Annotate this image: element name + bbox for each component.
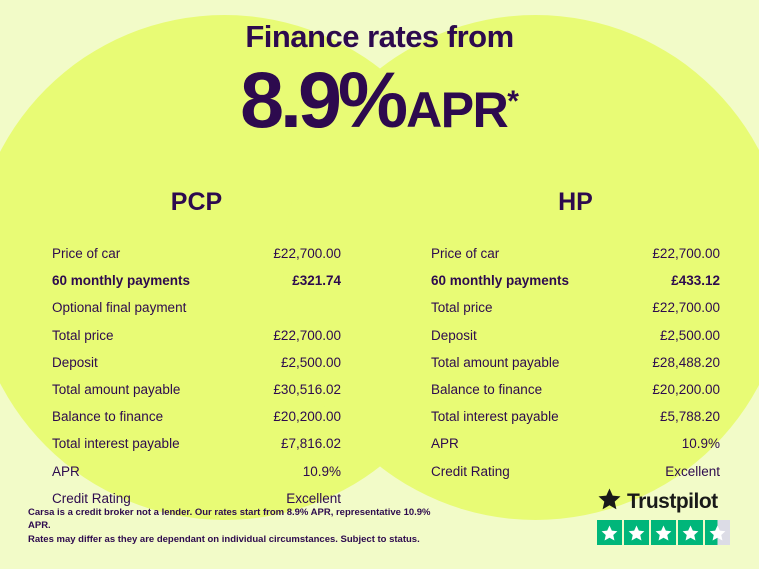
table-row <box>52 267 341 294</box>
table-row <box>52 240 341 267</box>
row-label: 60 monthly payments <box>431 273 570 289</box>
row-value: £28,488.20 <box>652 354 720 370</box>
table-row <box>52 349 341 376</box>
table-row <box>431 430 720 457</box>
table-row <box>431 458 720 485</box>
row-value: £30,516.02 <box>273 382 341 398</box>
row-label: Total interest payable <box>431 409 559 425</box>
row-label: Credit Rating <box>431 463 510 479</box>
table-row <box>52 376 341 403</box>
page-title: Finance rates from <box>245 19 514 54</box>
table-row <box>431 240 720 267</box>
apr-label: APR <box>406 82 508 139</box>
row-value: Excellent <box>665 463 720 479</box>
row-value: 10.9% <box>681 436 720 452</box>
row-label: APR <box>52 463 80 479</box>
row-label: Deposit <box>52 354 98 370</box>
star-icon <box>624 520 649 545</box>
row-value: 10.9% <box>302 463 341 479</box>
apr-headline <box>0 55 759 145</box>
row-label: Deposit <box>431 327 477 343</box>
row-value: £22,700.00 <box>652 246 720 262</box>
row-value: £321.74 <box>292 273 341 289</box>
row-label: Total interest payable <box>52 436 180 452</box>
table-row <box>431 267 720 294</box>
pcp-column <box>0 188 379 512</box>
table-row <box>52 294 341 321</box>
star-icon <box>651 520 676 545</box>
star-icon <box>597 520 622 545</box>
row-label: 60 monthly payments <box>52 273 191 289</box>
star-icon <box>597 487 622 516</box>
row-label: Balance to finance <box>431 382 543 398</box>
pcp-rows <box>52 240 341 512</box>
half-star-icon <box>705 520 730 545</box>
trustpilot-name: Trustpilot <box>627 489 718 513</box>
row-label: Price of car <box>431 246 500 262</box>
table-row <box>52 430 341 457</box>
table-row <box>431 349 720 376</box>
row-label: APR <box>431 436 459 452</box>
trustpilot-rating[interactable] <box>597 487 733 545</box>
row-value: £22,700.00 <box>273 327 341 343</box>
table-row <box>431 294 720 321</box>
pcp-title: PCP <box>170 188 223 216</box>
row-label: Credit Rating <box>52 490 131 506</box>
hp-rows <box>431 240 720 485</box>
row-value: £433.12 <box>671 273 720 289</box>
row-value: Excellent <box>286 490 341 506</box>
trustpilot-wordmark <box>597 487 733 516</box>
row-label: Total price <box>52 327 114 343</box>
table-row <box>431 322 720 349</box>
row-label: Balance to finance <box>52 409 164 425</box>
apr-asterisk: * <box>507 85 519 119</box>
table-row <box>431 376 720 403</box>
star-icon <box>678 520 703 545</box>
disclaimer <box>28 506 448 547</box>
trustpilot-stars <box>597 520 733 545</box>
hp-title: HP <box>558 188 593 216</box>
disclaimer-line-1: Carsa is a credit broker not a lender. Our rates start from 8.9% APR, representative 10.9% APR. <box>28 506 431 532</box>
hp-column <box>379 188 758 512</box>
finance-tables <box>0 188 759 512</box>
table-row <box>52 322 341 349</box>
row-value: £22,700.00 <box>273 246 341 262</box>
row-value: £20,200.00 <box>652 382 720 398</box>
row-label: Total amount payable <box>52 382 181 398</box>
apr-rate: 8.9% <box>240 55 405 145</box>
row-value: £2,500.00 <box>280 354 341 370</box>
row-label: Total price <box>431 300 493 316</box>
disclaimer-line-2: Rates may differ as they are dependant on individual circumstances. Subject to status. <box>28 534 420 546</box>
row-label: Optional final payment <box>52 300 187 316</box>
table-row <box>52 458 341 485</box>
table-row <box>431 403 720 430</box>
header <box>0 19 759 145</box>
row-label: Price of car <box>52 246 121 262</box>
table-row <box>52 403 341 430</box>
row-label: Total amount payable <box>431 354 560 370</box>
row-value: £22,700.00 <box>652 300 720 316</box>
row-value: £2,500.00 <box>659 327 720 343</box>
row-value: £5,788.20 <box>659 409 720 425</box>
row-value: £7,816.02 <box>280 436 341 452</box>
row-value: £20,200.00 <box>273 409 341 425</box>
